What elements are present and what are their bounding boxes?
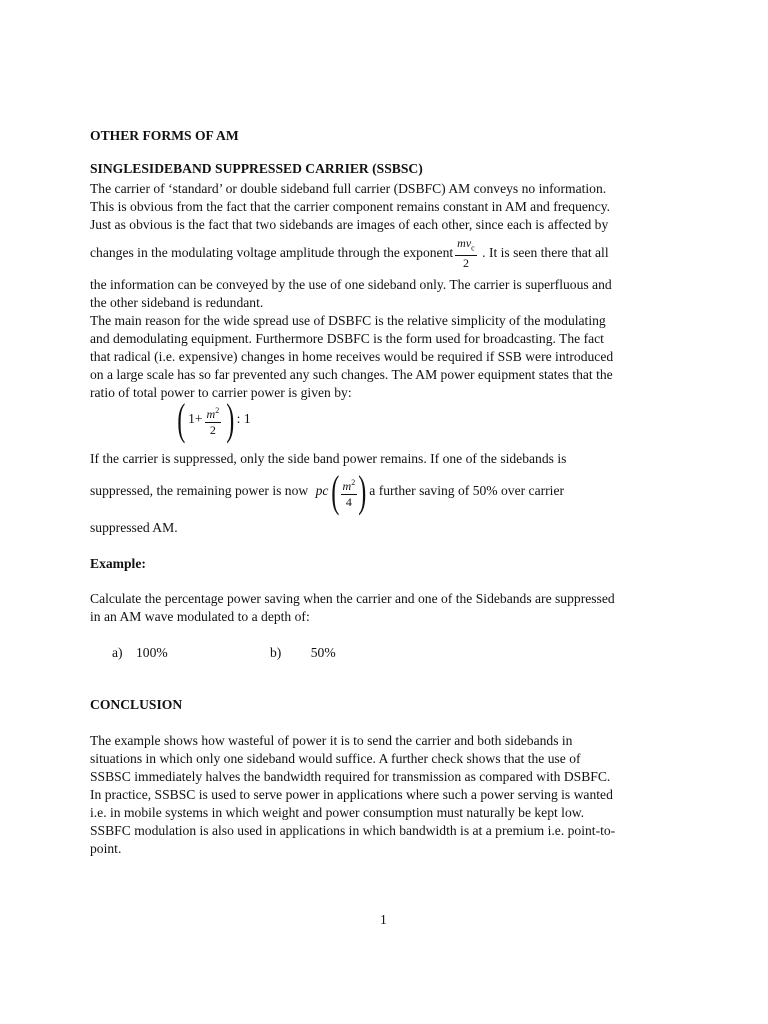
text-line: Just as obvious is the fact that two sidebands are images of each other, since each is affected by: [90, 217, 609, 232]
text-line-with-formula: [90, 467, 565, 516]
text-fragment: a further saving of 50% over carrier: [369, 483, 565, 499]
left-paren: (: [331, 467, 340, 516]
exponent-fraction: [455, 236, 477, 271]
text-line: This is obvious from the fact that the carrier component remains constant in AM and frequency.: [90, 199, 611, 214]
text-line: the information can be conveyed by the use of one sideband only. The carrier is superfluous and: [90, 277, 612, 292]
text-line: situations in which only one sideband would suffice. A further check shows that the use of: [90, 751, 581, 766]
section-heading: OTHER FORMS OF AM: [90, 128, 239, 143]
fraction-superscript: 2: [351, 477, 356, 487]
fraction-numerator: m: [342, 478, 352, 493]
example-heading: Example:: [90, 556, 146, 571]
text-line-with-exponent: [90, 236, 609, 271]
power-ratio-formula: [177, 395, 251, 444]
text-line: SSBSC immediately halves the bandwidth required for transmission as compared with DSBFC.: [90, 769, 611, 784]
conclusion-heading: CONCLUSION: [90, 697, 183, 712]
text-line: In practice, SSBSC is used to serve power in applications where such a power serving is wanted: [90, 787, 613, 802]
fraction-numerator: mv: [457, 236, 472, 250]
text-line: that radical (i.e. expensive) changes in home receives would be required if SSB were introduced: [90, 349, 614, 364]
text-line: and demodulating equipment. Furthermore DSBFC is the form used for broadcasting. The fact: [90, 331, 604, 346]
formula-pc: pc: [315, 483, 329, 499]
text-line: The carrier of ‘standard’ or double sideband full carrier (DSBFC) AM conveys no information.: [90, 181, 607, 196]
option-label: b): [270, 645, 282, 660]
option-b: [270, 644, 336, 662]
text-line: on a large scale has so far prevented any such changes. The AM power equipment states that the: [90, 367, 613, 382]
formula-ratio: : 1: [236, 411, 251, 427]
left-paren: (: [177, 395, 186, 444]
option-value: 100%: [135, 645, 168, 660]
text-fragment: . It is seen there that all: [482, 244, 609, 260]
text-line: suppressed AM.: [90, 520, 178, 535]
right-paren: ): [358, 467, 367, 516]
text-line: point.: [90, 841, 122, 856]
fraction-denominator: 2: [209, 422, 216, 437]
text-line: Calculate the percentage power saving when the carrier and one of the Sidebands are suppressed: [90, 591, 615, 606]
text-line: the other sideband is redundant.: [90, 295, 264, 310]
text-line: The main reason for the wide spread use of DSBFC is the relative simplicity of the modulating: [90, 313, 606, 328]
fraction-numerator: m: [206, 406, 216, 421]
formula-fraction: [205, 403, 222, 438]
text-line: ratio of total power to carrier power is given by:: [90, 385, 352, 400]
page-number: 1: [380, 912, 387, 927]
fraction-denominator: 4: [345, 494, 352, 509]
text-line: SSBFC modulation is also used in applications in which bandwidth is at a premium i.e. point-to-: [90, 823, 616, 838]
right-paren: ): [225, 395, 234, 444]
fraction-superscript: 2: [215, 405, 220, 415]
fraction-subscript: c: [471, 243, 475, 253]
text-line: in an AM wave modulated to a depth of:: [90, 609, 310, 624]
formula-operator: +: [194, 411, 203, 427]
text-fragment: suppressed, the remaining power is now: [90, 483, 309, 499]
text-line: The example shows how wasteful of power it is to send the carrier and both sidebands in: [90, 733, 573, 748]
power-fraction: [341, 475, 358, 510]
option-value: 50%: [310, 645, 336, 660]
text-line: i.e. in mobile systems in which weight and power consumption must naturally be kept low.: [90, 805, 585, 820]
fraction-denominator: 2: [462, 256, 469, 271]
formula-term: 1: [188, 411, 195, 427]
option-label: a): [112, 645, 123, 660]
subsection-heading: SINGLESIDEBAND SUPPRESSED CARRIER (SSBSC): [90, 161, 423, 176]
text-line: If the carrier is suppressed, only the side band power remains. If one of the sidebands is: [90, 451, 567, 466]
option-a: [112, 644, 168, 662]
text-fragment: changes in the modulating voltage amplitude through the exponent: [90, 244, 454, 260]
